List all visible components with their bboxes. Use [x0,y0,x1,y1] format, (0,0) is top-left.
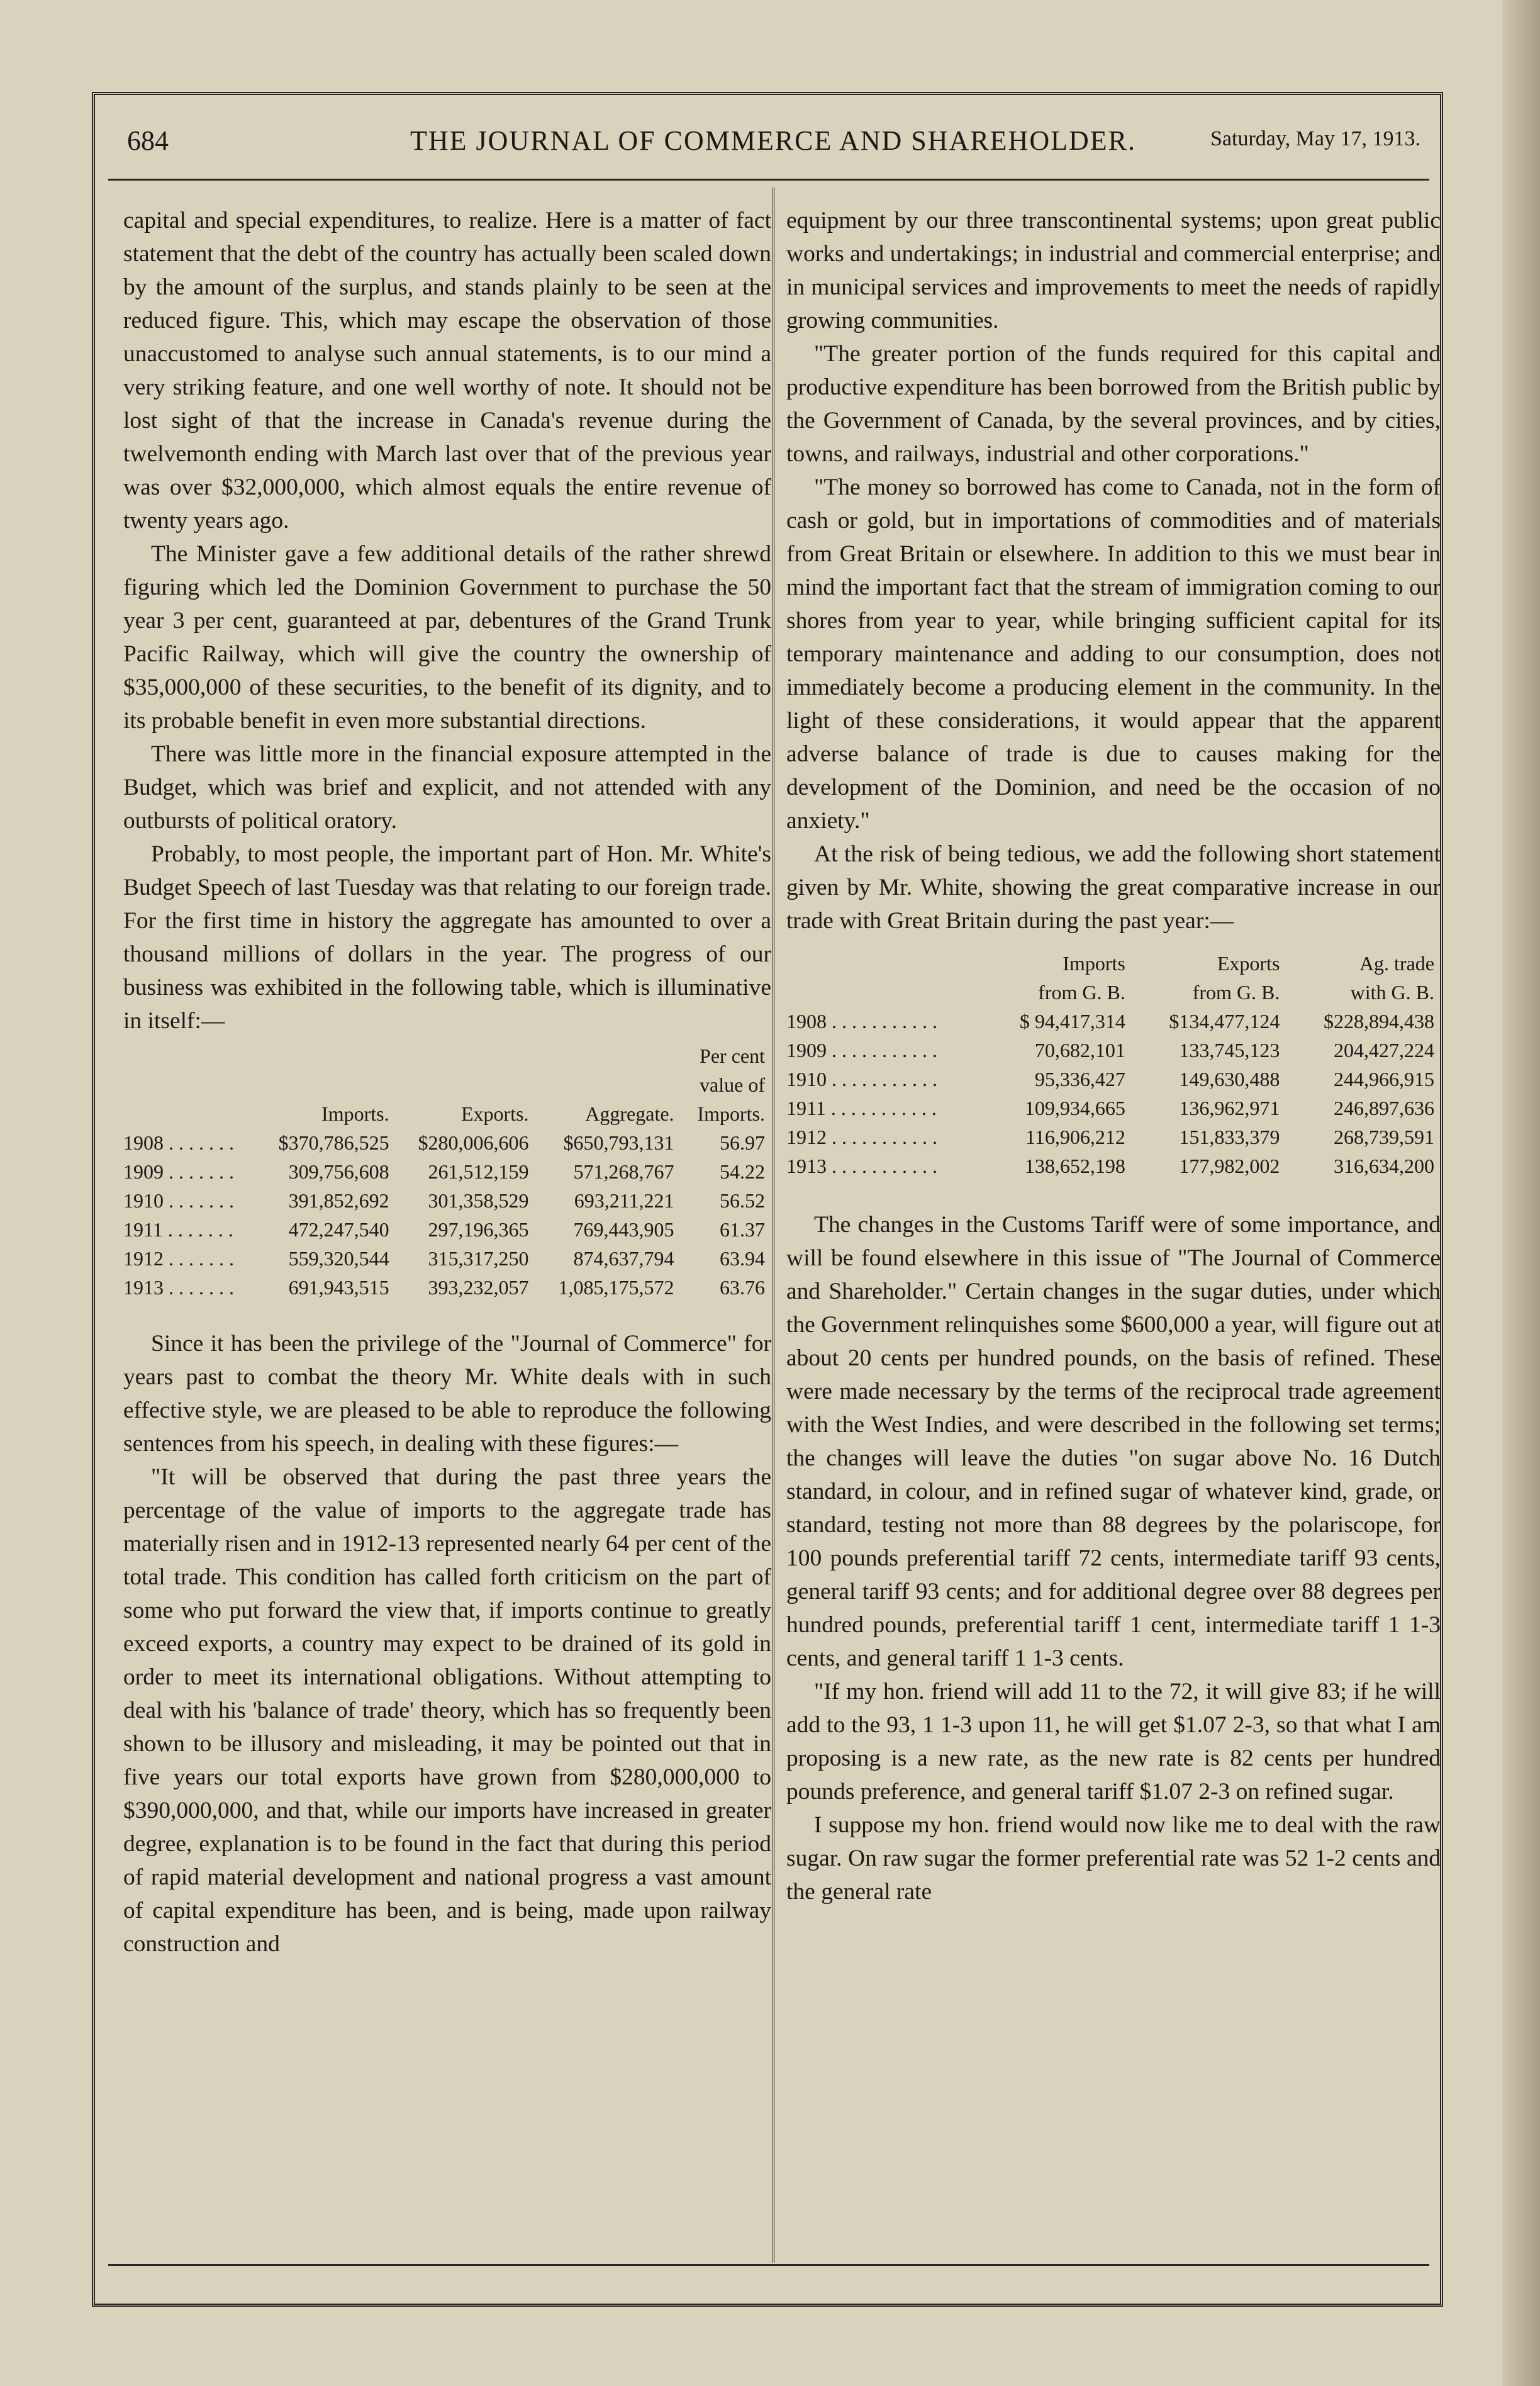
left-paragraph-1: capital and special expenditures, to realize. Here is a matter of fact statement that the debt of the country has actually been scaled down by the amount of the surplus, and stands plainly to be seen at the reduced figure. This, which may escape the observation of those unaccustomed to analyse such annual statements, is to our mind a very striking feature, and one well worthy of note. It should not be lost sight of that the increase in Canada's revenue during the twelvemonth ending with March last over that of the previous year was over $32,000,000, which almost equals the entire revenue of twenty years ago. [123,208,771,534]
column-header: Exports. [460,1102,529,1125]
table-row: 1913 . . . . . . . 691,943,515 393,232,057 1,085,175,572 63.76 [123,1276,765,1299]
table-row: 1908 . . . . . . . $370,786,525 $280,006,606 $650,793,131 56.97 [123,1131,765,1154]
table-row: 1909 . . . . . . . . . . . 70,682,101 133,745,123 204,427,224 [786,1039,1434,1061]
running-header [108,125,1429,169]
pct-header-line-1: Per cent [700,1045,765,1067]
header-rule [108,179,1429,181]
page-number: 684 [127,125,169,156]
left-paragraph-3: There was little more in the financial exposure attempted in the Budget, which was brief and explicit, and not attended with any outbursts of political oratory. [123,741,771,834]
left-paragraph-6: "It will be observed that during the past three years the percentage of the value of imports to the aggregate trade has materially risen and in 1912-13 represented nearly 64 per cent of the total trade. This condition has called forth criticism on the part of some who put forward the view that, if imports continue to greatly exceed exports, a country may expect to be drained of its gold in order to meet its international obligations. Without attempting to deal with his 'balance of trade' theory, which has so frequently been shown to be illusory and misleading, it may be pointed out that in five years our total exports have grown from $280,000,000 to $390,000,000, and that, while our imports have increased in greater degree, explanation is to be found in the fact that during this period of rapid material development and national progress a vast amount of capital expenditure has been, and is being, made upon railway construction and [123,1464,771,1957]
column-subheader: from G. B. [1192,981,1280,1004]
column-header: Exports [1217,952,1280,975]
left-paragraph-2: The Minister gave a few additional details of the rather shrewd figuring which led the Dominion Government to purchase the 50 year 3 per cent, guaranteed at par, debentures of the Grand Trunk Pacific Railway, which will give the country the ownership of $35,000,000 of these securities, to the benefit of its dignity, and to its probable benefit in even more substantial directions. [123,541,771,734]
right-paragraph-2: "The greater portion of the funds required for this capital and productive expenditure has been borrowed from the British public by the Government of Canada, by the several provinces, and by cities, towns, and railways, industrial and other corporations." [786,341,1441,467]
column-divider [773,188,774,2263]
issue-date: Saturday, May 17, 1913. [1210,127,1420,150]
table-row: 1911 . . . . . . . 472,247,540 297,196,365 769,443,905 61.37 [123,1218,765,1241]
table-row: 1910 . . . . . . . . . . . 95,336,427 149,630,488 244,966,915 [786,1068,1434,1090]
table-row: 1912 . . . . . . . . . . . 116,906,212 151,833,379 268,739,591 [786,1126,1434,1148]
table-row: 1909 . . . . . . . 309,756,608 261,512,159 571,268,767 54.22 [123,1160,765,1183]
table-row: 1910 . . . . . . . 391,852,692 301,358,529 693,211,221 56.52 [123,1189,765,1212]
right-column [786,204,1441,1908]
footer-rule [108,2264,1429,2266]
left-paragraph-4: Probably, to most people, the important part of Hon. Mr. White's Budget Speech of last Tuesday was that relating to our foreign trade. For the first time in history the aggregate has amounted to over a thousand millions of dollars in the year. The progress of our business was exhibited in the following table, which is illuminative in itself:— [123,841,771,1034]
column-header: Imports [1063,952,1125,975]
column-subheader: with G. B. [1350,981,1434,1004]
left-paragraph-5: Since it has been the privilege of the "Journal of Commerce" for years past to combat the theory Mr. White deals with in such effective style, we are pleased to be able to reproduce the following sentences from his speech, in dealing with these figures:— [123,1331,771,1457]
gb-trade-table [786,949,1441,1180]
page-edge-shadow [1502,0,1540,2386]
table-row: 1913 . . . . . . . . . . . 138,652,198 177,982,002 316,634,200 [786,1155,1434,1177]
column-header: Ag. trade [1359,952,1434,975]
right-paragraph-3: "The money so borrowed has come to Canada, not in the form of cash or gold, but in importations of commodities and of materials from Great Britain or elsewhere. In addition to this we must bear in mind the important fact that the stream of immigration coming to our shores from year to year, while bringing sufficient capital for its temporary maintenance and adding to our consumption, does not immediately become a producing element in the community. In the light of these considerations, it would appear that the apparent adverse balance of trade is due to causes making for the development of the Dominion, and need be the occasion of no anxiety." [786,474,1441,834]
table-row: 1911 . . . . . . . . . . . 109,934,665 136,962,971 246,897,636 [786,1097,1434,1119]
table-row: 1912 . . . . . . . 559,320,544 315,317,250 874,637,794 63.94 [123,1247,765,1270]
table-row: 1908 . . . . . . . . . . . $ 94,417,314 $134,477,124 $228,894,438 [786,1010,1434,1033]
right-paragraph-5: The changes in the Customs Tariff were of some importance, and will be found elsewhere in this issue of "The Journal of Commerce and Shareholder." Certain changes in the sugar duties, under which the Government relinquishes some $600,000 a year, will figure out at about 20 cents per hundred pounds, on the basis of refined. These were made necessary by the terms of the reciprocal trade agreement with the West Indies, and were described in the following set terms; the changes will leave the duties "on sugar above No. 16 Dutch standard, in colour, and in refined sugar of whatever kind, grade, or standard, testing not more than 88 degrees by the polariscope, for 100 pounds preferential tariff 72 cents, intermediate tariff 93 cents, general tariff 93 cents; and for additional degree over 88 degrees per hundred pounds, preferential tariff 1 cent, intermediate tariff 1 1-3 cents, and general tariff 1 1-3 cents. [786,1212,1441,1671]
left-column [123,204,771,1961]
column-header: Imports. [321,1102,389,1125]
column-subheader: from G. B. [1038,981,1125,1004]
column-header: Aggregate. [585,1102,674,1125]
right-paragraph-7: I suppose my hon. friend would now like me to deal with the raw sugar. On raw sugar the former preferential rate was 52 1-2 cents and the general rate [786,1812,1441,1905]
column-header: Imports. [697,1102,765,1125]
pct-header-line-2: value of [700,1073,765,1096]
right-paragraph-6: "If my hon. friend will add 11 to the 72, it will give 83; if he will add to the 93, 1 1-3 upon 11, he will get $1.07 2-3, so that what I am proposing is a new rate, as the new rate is 82 cents per hundred pounds preference, and general tariff $1.07 2-3 on refined sugar. [786,1679,1441,1805]
right-paragraph-1: equipment by our three transcontinental systems; upon great public works and undertakings; in industrial and commercial enterprise; and in municipal services and improvements to meet the needs of rapidly growing communities. [786,208,1441,333]
journal-title: THE JOURNAL OF COMMERCE AND SHAREHOLDER. [410,125,1136,156]
right-paragraph-4: At the risk of being tedious, we add the following short statement given by Mr. White, showing the great comparative increase in our trade with Great Britain during the past year:— [786,841,1441,934]
trade-table [123,1041,771,1302]
